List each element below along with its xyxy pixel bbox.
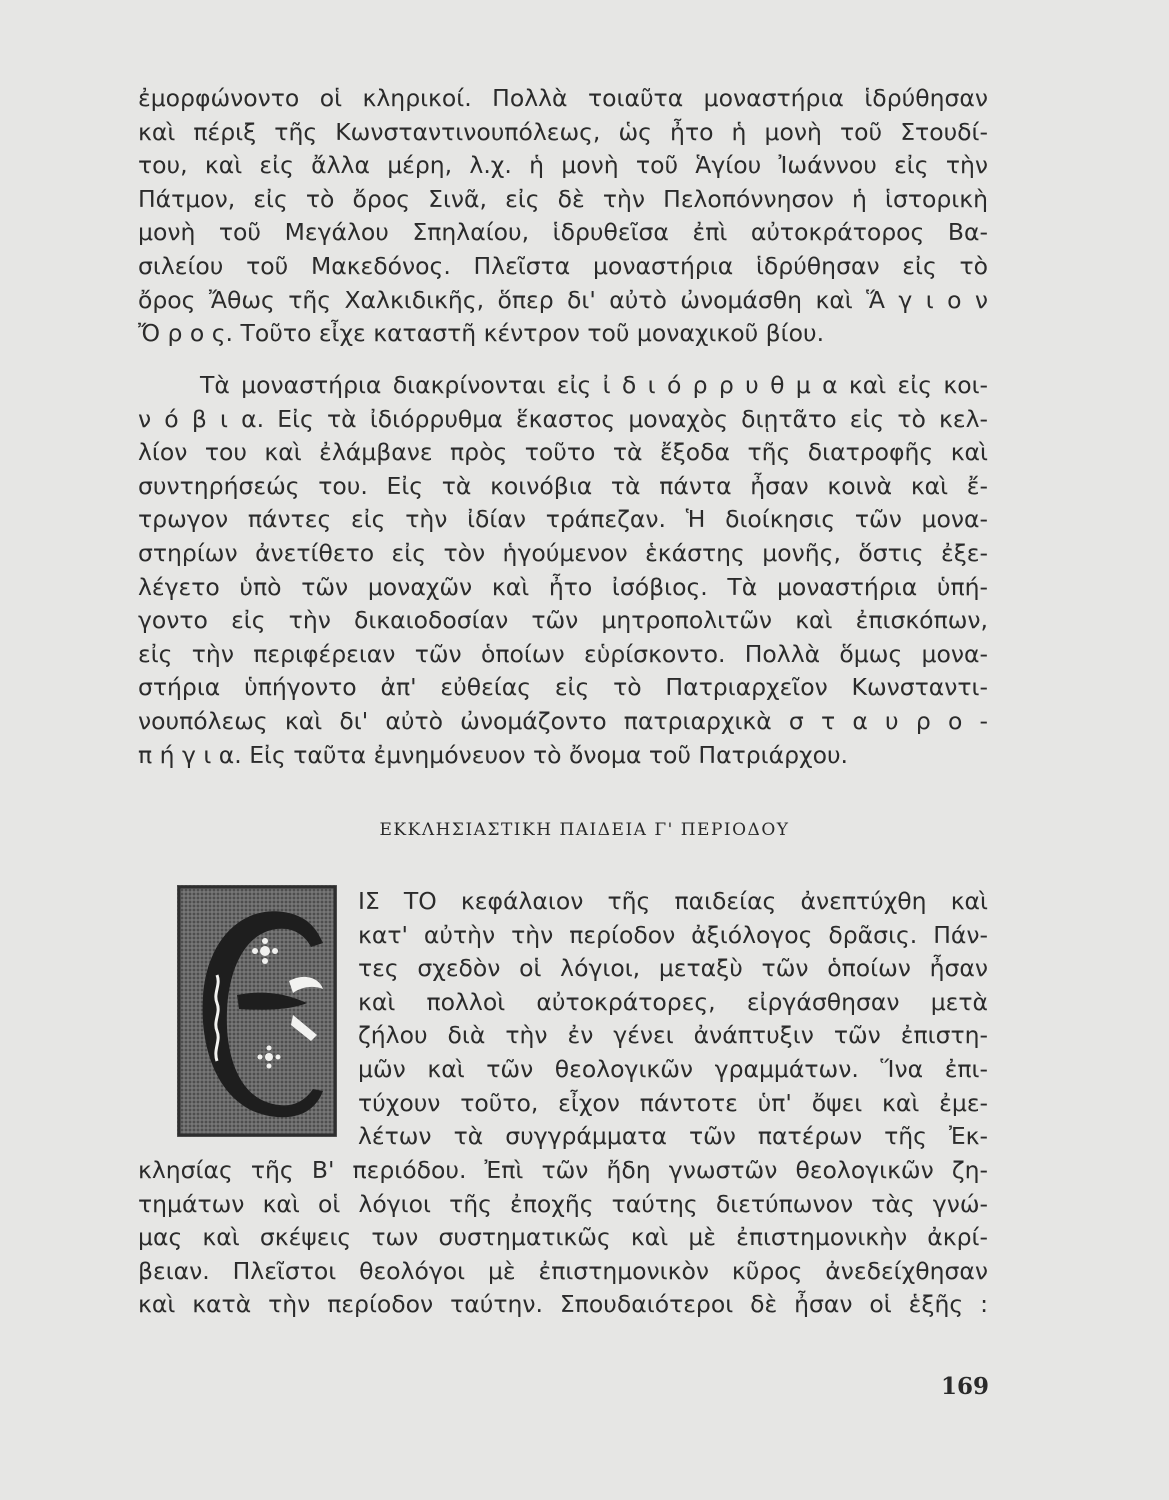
text-line: τες σχεδὸν οἱ λόγιοι, μεταξὺ τῶν ὁποίων ἦσαν <box>358 954 988 983</box>
text-line: συντηρήσεώς του. Εἰς τὰ κοινόβια τὰ πάντα ἦσαν κοινὰ καὶ ἔ- <box>138 471 988 500</box>
text-line: ζήλου διὰ τὴν ἐν γένει ἀνάπτυξιν τῶν ἐπιστη- <box>358 1021 988 1050</box>
text-line: λέτων τὰ συγγράμματα τῶν πατέρων τῆς Ἐκ- <box>358 1122 988 1151</box>
text-line: Ὄ ρ ο ς. Τοῦτο εἶχε καταστῆ κέντρον τοῦ μοναχικοῦ βίου. <box>138 319 825 348</box>
text-line: μῶν καὶ τῶν θεολογικῶν γραμμάτων. Ἵνα ἐπι- <box>358 1054 988 1083</box>
paragraph-3-beside-initial <box>358 885 988 1154</box>
text-line: ἐμορφώνοντο οἱ κληρικοί. Πολλὰ τοιαῦτα μοναστήρια ἱδρύθησαν <box>138 84 988 112</box>
text-line: νουπόλεως καὶ δι' αὐτὸ ὠνομάζοντο πατριαρχικὰ σ τ α υ ρ ο - <box>138 706 988 735</box>
text-line: μονὴ τοῦ Μεγάλου Σπηλαίου, ἱδρυθεῖσα ἐπὶ αὐτοκράτορος Βα- <box>138 218 988 247</box>
text-line: στηρίων ἀνετίθετο εἰς τὸν ἡγούμενον ἑκάστης μονῆς, ὅστις ἐξε- <box>138 538 988 567</box>
text-line: λέγετο ὑπὸ τῶν μοναχῶν καὶ ἦτο ἰσόβιος. Τὰ μοναστήρια ὑπή- <box>138 572 988 601</box>
decorated-initial-icon <box>177 885 337 1137</box>
section-heading: ΕΚΚΛΗΣΙΑΣΤΙΚΗ ΠΑΙΔΕΙΑ Γ' ΠΕΡΙΟΔΟΥ <box>379 820 790 840</box>
text-line: καὶ κατὰ τὴν περίοδον ταύτην. Σπουδαιότεροι δὲ ἦσαν οἱ ἑξῆς : <box>138 1290 988 1319</box>
paragraph-2 <box>138 369 988 772</box>
text-line: στήρια ὑπήγοντο ἀπ' εὐθείας εἰς τὸ Πατριαρχεῖον Κωνσταντι- <box>138 673 988 702</box>
text-line: καὶ πέριξ τῆς Κωνσταντινουπόλεως, ὡς ἦτο ἡ μονὴ τοῦ Στουδί- <box>138 117 988 146</box>
text-line: γοντο εἰς τὴν δικαιοδοσίαν τῶν μητροπολιτῶν καὶ ἐπισκόπων, <box>138 606 988 635</box>
paragraph-3-continued <box>138 1154 988 1322</box>
text-line: καὶ πολλοὶ αὐτοκράτορες, εἰργάσθησαν μετὰ <box>358 987 988 1016</box>
text-line: σιλείου τοῦ Μακεδόνος. Πλεῖστα μοναστήρια ἱδρύθησαν εἰς τὸ <box>138 251 988 280</box>
text-line: τρωγον πάντες εἰς τὴν ἰδίαν τράπεζαν. Ἡ διοίκησις τῶν μονα- <box>138 505 988 534</box>
text-line: βειαν. Πλεῖστοι θεολόγοι μὲ ἐπιστημονικὸν κῦρος ἀνεδείχθησαν <box>138 1256 988 1285</box>
text-line: π ή γ ι α. Εἰς ταῦτα ἐμνημόνευον τὸ ὄνομα τοῦ Πατριάρχου. <box>138 740 849 769</box>
text-line: κατ' αὐτὴν τὴν περίοδον ἀξιόλογος δρᾶσις. Πάν- <box>358 920 988 949</box>
text-line: ΙΣ ΤΟ κεφάλαιον τῆς παιδείας ἀνεπτύχθη καὶ <box>358 887 988 915</box>
text-line: Πάτμον, εἰς τὸ ὄρος Σινᾶ, εἰς δὲ τὴν Πελοπόννησον ἡ ἱστορικὴ <box>138 184 988 213</box>
text-line: κλησίας τῆς Β' περιόδου. Ἐπὶ τῶν ἤδη γνωστῶν θεολογικῶν ζη- <box>138 1156 988 1184</box>
paragraph-1 <box>138 82 988 351</box>
text-line: λίον του καὶ ἐλάμβανε πρὸς τοῦτο τὰ ἔξοδα τῆς διατροφῆς καὶ <box>138 438 988 467</box>
text-line: εἰς τὴν περιφέρειαν τῶν ὁποίων εὑρίσκοντο. Πολλὰ ὅμως μονα- <box>138 639 988 668</box>
text-line: ν ό β ι α. Εἰς τὰ ἰδιόρρυθμα ἕκαστος μοναχὸς διῃτᾶτο εἰς τὸ κελ- <box>138 404 988 433</box>
page-number: 169 <box>941 1373 990 1400</box>
text-line: του, καὶ εἰς ἄλλα μέρη, λ.χ. ἡ μονὴ τοῦ Ἁγίου Ἰωάννου εἰς τὴν <box>138 151 988 180</box>
text-line: μας καὶ σκέψεις των συστηματικῶς καὶ μὲ ἐπιστημονικὴν ἀκρί- <box>138 1223 988 1252</box>
text-line: τύχουν τοῦτο, εἶχον πάντοτε ὑπ' ὄψει καὶ ἐμε- <box>358 1088 988 1117</box>
text-line: ὄρος Ἄθως τῆς Χαλκιδικῆς, ὅπερ δι' αὐτὸ ὠνομάσθη καὶ Ἅ γ ι ο ν <box>138 285 988 314</box>
text-line: τημάτων καὶ οἱ λόγιοι τῆς ἐποχῆς ταύτης διετύπωνον τὰς γνώ- <box>138 1189 988 1218</box>
text-line: Τὰ μοναστήρια διακρίνονται εἰς ἰ δ ι ό ρ ρ υ θ μ α καὶ εἰς κοι- <box>200 371 988 399</box>
